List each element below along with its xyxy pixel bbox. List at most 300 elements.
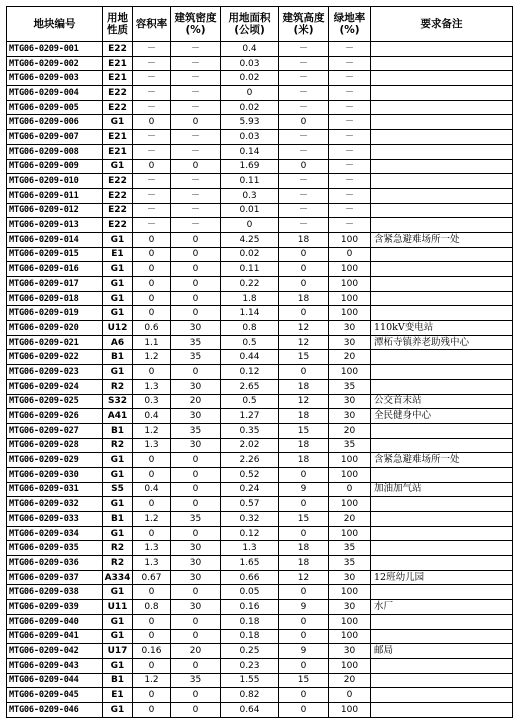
cell-building-height: － <box>279 71 329 86</box>
cell-land-area: 0.5 <box>221 335 279 350</box>
table-row <box>7 600 513 615</box>
cell-land-use: G1 <box>103 497 133 512</box>
cell-remarks <box>371 512 513 527</box>
cell-parcel-id: MTG06-0209-038 <box>7 585 103 600</box>
cell-land-area: 0.3 <box>221 188 279 203</box>
cell-green-ratio: 30 <box>329 394 371 409</box>
cell-land-use: G1 <box>103 526 133 541</box>
cell-land-area: 1.65 <box>221 556 279 571</box>
cell-building-height: － <box>279 218 329 233</box>
cell-building-density: － <box>171 86 221 101</box>
cell-land-area: 0.4 <box>221 42 279 57</box>
cell-remarks: 邮局 <box>371 644 513 659</box>
cell-building-density: 30 <box>171 600 221 615</box>
header-line: 性质 <box>107 24 128 36</box>
cell-plot-ratio: － <box>133 56 171 71</box>
cell-parcel-id: MTG06-0209-030 <box>7 467 103 482</box>
cell-parcel-id: MTG06-0209-046 <box>7 702 103 717</box>
header-line: 容积率 <box>135 18 168 30</box>
table-row <box>7 585 513 600</box>
land-parcel-table <box>6 6 513 718</box>
cell-building-height: 18 <box>279 379 329 394</box>
cell-remarks <box>371 100 513 115</box>
cell-land-use: E21 <box>103 144 133 159</box>
table-row <box>7 556 513 571</box>
cell-green-ratio: 20 <box>329 512 371 527</box>
cell-remarks: 12班幼儿园 <box>371 570 513 585</box>
table-row <box>7 203 513 218</box>
cell-land-use: U17 <box>103 644 133 659</box>
cell-building-height: 15 <box>279 350 329 365</box>
cell-land-use: E22 <box>103 203 133 218</box>
cell-green-ratio: － <box>329 56 371 71</box>
cell-plot-ratio: 0.16 <box>133 644 171 659</box>
cell-building-height: － <box>279 86 329 101</box>
cell-green-ratio: 30 <box>329 409 371 424</box>
cell-parcel-id: MTG06-0209-007 <box>7 130 103 145</box>
cell-land-area: 0.24 <box>221 482 279 497</box>
cell-remarks <box>371 585 513 600</box>
cell-building-density: 0 <box>171 482 221 497</box>
cell-remarks <box>371 614 513 629</box>
cell-green-ratio: 35 <box>329 379 371 394</box>
cell-land-area: 2.26 <box>221 453 279 468</box>
cell-building-height: 9 <box>279 482 329 497</box>
table-row <box>7 71 513 86</box>
cell-land-use: R2 <box>103 379 133 394</box>
cell-building-density: 0 <box>171 702 221 717</box>
cell-plot-ratio: 1.2 <box>133 350 171 365</box>
cell-parcel-id: MTG06-0209-013 <box>7 218 103 233</box>
cell-green-ratio: 30 <box>329 335 371 350</box>
cell-land-area: 5.93 <box>221 115 279 130</box>
cell-parcel-id: MTG06-0209-024 <box>7 379 103 394</box>
cell-building-height: － <box>279 56 329 71</box>
cell-land-area: 2.65 <box>221 379 279 394</box>
cell-building-density: 0 <box>171 658 221 673</box>
cell-remarks <box>371 86 513 101</box>
cell-land-use: B1 <box>103 673 133 688</box>
cell-land-use: G1 <box>103 614 133 629</box>
cell-plot-ratio: 0 <box>133 658 171 673</box>
cell-parcel-id: MTG06-0209-018 <box>7 291 103 306</box>
cell-building-height: － <box>279 188 329 203</box>
cell-green-ratio: 100 <box>329 365 371 380</box>
cell-green-ratio: － <box>329 100 371 115</box>
cell-building-density: － <box>171 100 221 115</box>
cell-parcel-id: MTG06-0209-005 <box>7 100 103 115</box>
cell-land-area: 0.02 <box>221 247 279 262</box>
cell-green-ratio: 35 <box>329 556 371 571</box>
cell-land-use: G1 <box>103 467 133 482</box>
cell-plot-ratio: 1.1 <box>133 335 171 350</box>
cell-building-density: 0 <box>171 688 221 703</box>
cell-plot-ratio: － <box>133 86 171 101</box>
cell-building-density: － <box>171 144 221 159</box>
table-row <box>7 482 513 497</box>
table-row <box>7 658 513 673</box>
cell-land-area: 0.22 <box>221 277 279 292</box>
table-row <box>7 570 513 585</box>
cell-green-ratio: 30 <box>329 644 371 659</box>
cell-parcel-id: MTG06-0209-025 <box>7 394 103 409</box>
table-row <box>7 644 513 659</box>
cell-building-density: 0 <box>171 453 221 468</box>
cell-green-ratio: 0 <box>329 482 371 497</box>
cell-parcel-id: MTG06-0209-021 <box>7 335 103 350</box>
cell-parcel-id: MTG06-0209-036 <box>7 556 103 571</box>
cell-remarks <box>371 541 513 556</box>
cell-building-density: － <box>171 218 221 233</box>
cell-building-density: 0 <box>171 159 221 174</box>
cell-land-use: E22 <box>103 42 133 57</box>
cell-land-area: 0.12 <box>221 365 279 380</box>
cell-plot-ratio: 0 <box>133 688 171 703</box>
cell-building-height: 0 <box>279 115 329 130</box>
cell-land-use: E21 <box>103 130 133 145</box>
table-row <box>7 350 513 365</box>
cell-building-height: 0 <box>279 629 329 644</box>
cell-building-density: 0 <box>171 467 221 482</box>
cell-land-use: E22 <box>103 174 133 189</box>
cell-land-use: G1 <box>103 365 133 380</box>
cell-land-area: 0.64 <box>221 702 279 717</box>
cell-remarks <box>371 365 513 380</box>
cell-land-use: E22 <box>103 188 133 203</box>
cell-building-height: － <box>279 174 329 189</box>
cell-green-ratio: 100 <box>329 262 371 277</box>
cell-remarks <box>371 247 513 262</box>
header-line: 绿地率 <box>333 12 366 24</box>
cell-building-density: － <box>171 71 221 86</box>
cell-plot-ratio: 0 <box>133 629 171 644</box>
cell-land-area: 0.44 <box>221 350 279 365</box>
cell-building-height: － <box>279 100 329 115</box>
cell-green-ratio: － <box>329 218 371 233</box>
cell-parcel-id: MTG06-0209-009 <box>7 159 103 174</box>
cell-green-ratio: 100 <box>329 497 371 512</box>
cell-plot-ratio: 0 <box>133 232 171 247</box>
cell-green-ratio: 100 <box>329 291 371 306</box>
cell-building-height: 12 <box>279 570 329 585</box>
cell-remarks <box>371 159 513 174</box>
cell-land-use: G1 <box>103 702 133 717</box>
table-row <box>7 42 513 57</box>
cell-building-density: 35 <box>171 350 221 365</box>
cell-building-height: 0 <box>279 467 329 482</box>
table-header <box>7 7 513 42</box>
cell-green-ratio: 20 <box>329 350 371 365</box>
cell-parcel-id: MTG06-0209-028 <box>7 438 103 453</box>
cell-land-area: 4.25 <box>221 232 279 247</box>
cell-building-height: 12 <box>279 335 329 350</box>
cell-remarks <box>371 306 513 321</box>
cell-plot-ratio: 1.3 <box>133 541 171 556</box>
cell-land-area: 1.14 <box>221 306 279 321</box>
cell-green-ratio: 30 <box>329 600 371 615</box>
cell-land-area: 0.18 <box>221 614 279 629</box>
cell-parcel-id: MTG06-0209-019 <box>7 306 103 321</box>
cell-land-use: G1 <box>103 585 133 600</box>
cell-building-height: 0 <box>279 585 329 600</box>
cell-land-use: G1 <box>103 115 133 130</box>
cell-land-area: 0.52 <box>221 467 279 482</box>
cell-building-density: 0 <box>171 306 221 321</box>
cell-parcel-id: MTG06-0209-016 <box>7 262 103 277</box>
cell-land-area: 1.3 <box>221 541 279 556</box>
cell-building-height: 15 <box>279 512 329 527</box>
cell-building-height: 15 <box>279 423 329 438</box>
cell-remarks <box>371 556 513 571</box>
cell-parcel-id: MTG06-0209-003 <box>7 71 103 86</box>
cell-parcel-id: MTG06-0209-004 <box>7 86 103 101</box>
header-land-use <box>103 7 133 42</box>
cell-land-use: E21 <box>103 71 133 86</box>
cell-land-area: 0.5 <box>221 394 279 409</box>
cell-plot-ratio: 0 <box>133 453 171 468</box>
cell-plot-ratio: 0 <box>133 115 171 130</box>
cell-land-area: 0.11 <box>221 262 279 277</box>
cell-building-height: 18 <box>279 291 329 306</box>
table-row <box>7 277 513 292</box>
header-building-density <box>171 7 221 42</box>
cell-plot-ratio: 1.3 <box>133 379 171 394</box>
header-parcel-id <box>7 7 103 42</box>
cell-building-density: 20 <box>171 394 221 409</box>
cell-land-use: G1 <box>103 306 133 321</box>
cell-land-use: E22 <box>103 100 133 115</box>
cell-remarks <box>371 673 513 688</box>
cell-parcel-id: MTG06-0209-031 <box>7 482 103 497</box>
table-row <box>7 394 513 409</box>
cell-plot-ratio: 0 <box>133 614 171 629</box>
cell-land-use: E1 <box>103 688 133 703</box>
cell-building-height: 18 <box>279 409 329 424</box>
cell-land-use: S5 <box>103 482 133 497</box>
table-row <box>7 247 513 262</box>
table-row <box>7 512 513 527</box>
cell-green-ratio: 100 <box>329 232 371 247</box>
cell-land-area: 1.55 <box>221 673 279 688</box>
cell-land-use: G1 <box>103 277 133 292</box>
cell-land-use: R2 <box>103 541 133 556</box>
cell-land-area: 1.27 <box>221 409 279 424</box>
cell-building-height: 12 <box>279 321 329 336</box>
cell-remarks <box>371 379 513 394</box>
table-row <box>7 673 513 688</box>
cell-plot-ratio: 1.2 <box>133 512 171 527</box>
cell-green-ratio: 30 <box>329 570 371 585</box>
header-line: 用地面积 <box>228 12 271 24</box>
cell-building-density: 0 <box>171 291 221 306</box>
cell-building-density: 20 <box>171 644 221 659</box>
header-line: (%) <box>339 24 360 36</box>
cell-parcel-id: MTG06-0209-014 <box>7 232 103 247</box>
header-remarks <box>371 7 513 42</box>
table-row <box>7 629 513 644</box>
cell-building-density: 35 <box>171 512 221 527</box>
header-line: (%) <box>185 24 206 36</box>
cell-green-ratio: － <box>329 71 371 86</box>
table-row <box>7 159 513 174</box>
cell-parcel-id: MTG06-0209-034 <box>7 526 103 541</box>
cell-remarks <box>371 218 513 233</box>
cell-building-height: 0 <box>279 365 329 380</box>
cell-plot-ratio: 1.3 <box>133 438 171 453</box>
cell-land-use: G1 <box>103 453 133 468</box>
cell-remarks: 潭柘寺镇养老助残中心 <box>371 335 513 350</box>
cell-plot-ratio: － <box>133 144 171 159</box>
cell-building-height: 18 <box>279 453 329 468</box>
cell-land-area: 0.03 <box>221 56 279 71</box>
cell-green-ratio: 100 <box>329 614 371 629</box>
cell-green-ratio: 30 <box>329 321 371 336</box>
cell-land-use: G1 <box>103 232 133 247</box>
table-row <box>7 526 513 541</box>
table-row <box>7 174 513 189</box>
cell-green-ratio: － <box>329 130 371 145</box>
cell-building-height: 0 <box>279 702 329 717</box>
table-row <box>7 188 513 203</box>
cell-building-density: 35 <box>171 673 221 688</box>
cell-building-height: 0 <box>279 526 329 541</box>
cell-building-density: － <box>171 130 221 145</box>
table-row <box>7 423 513 438</box>
cell-land-use: G1 <box>103 262 133 277</box>
cell-building-height: 0 <box>279 159 329 174</box>
cell-plot-ratio: 0.3 <box>133 394 171 409</box>
table-row <box>7 614 513 629</box>
cell-remarks <box>371 71 513 86</box>
cell-building-density: － <box>171 203 221 218</box>
cell-building-height: 9 <box>279 644 329 659</box>
cell-plot-ratio: 0.8 <box>133 600 171 615</box>
cell-land-use: A41 <box>103 409 133 424</box>
cell-parcel-id: MTG06-0209-023 <box>7 365 103 380</box>
table-row <box>7 218 513 233</box>
cell-green-ratio: － <box>329 86 371 101</box>
cell-land-area: 0.18 <box>221 629 279 644</box>
cell-land-use: E22 <box>103 218 133 233</box>
cell-land-area: 0.02 <box>221 71 279 86</box>
cell-building-height: － <box>279 203 329 218</box>
cell-parcel-id: MTG06-0209-026 <box>7 409 103 424</box>
cell-land-use: E1 <box>103 247 133 262</box>
cell-remarks: 含紧急避难场所一处 <box>371 232 513 247</box>
cell-parcel-id: MTG06-0209-043 <box>7 658 103 673</box>
table-row <box>7 335 513 350</box>
cell-land-use: A6 <box>103 335 133 350</box>
cell-parcel-id: MTG06-0209-045 <box>7 688 103 703</box>
cell-building-density: 30 <box>171 556 221 571</box>
cell-land-use: G1 <box>103 629 133 644</box>
cell-parcel-id: MTG06-0209-001 <box>7 42 103 57</box>
cell-remarks <box>371 130 513 145</box>
header-line: 建筑密度 <box>174 12 217 24</box>
cell-remarks <box>371 144 513 159</box>
cell-green-ratio: 0 <box>329 247 371 262</box>
cell-plot-ratio: － <box>133 130 171 145</box>
cell-parcel-id: MTG06-0209-029 <box>7 453 103 468</box>
cell-building-density: 30 <box>171 541 221 556</box>
cell-plot-ratio: 0 <box>133 159 171 174</box>
cell-building-density: 30 <box>171 379 221 394</box>
header-line: 要求备注 <box>420 18 463 30</box>
table-row <box>7 115 513 130</box>
cell-plot-ratio: 0 <box>133 585 171 600</box>
cell-land-area: 0 <box>221 218 279 233</box>
table-row <box>7 497 513 512</box>
cell-remarks <box>371 350 513 365</box>
header-building-height <box>279 7 329 42</box>
cell-land-area: 0.05 <box>221 585 279 600</box>
cell-parcel-id: MTG06-0209-032 <box>7 497 103 512</box>
table-row <box>7 262 513 277</box>
cell-land-area: 1.8 <box>221 291 279 306</box>
cell-building-density: 0 <box>171 277 221 292</box>
cell-plot-ratio: 0 <box>133 526 171 541</box>
cell-land-area: 0.66 <box>221 570 279 585</box>
cell-building-height: 18 <box>279 541 329 556</box>
header-line: 建筑高度 <box>282 12 325 24</box>
cell-remarks: 加油加气站 <box>371 482 513 497</box>
cell-parcel-id: MTG06-0209-017 <box>7 277 103 292</box>
cell-green-ratio: 100 <box>329 453 371 468</box>
cell-parcel-id: MTG06-0209-015 <box>7 247 103 262</box>
cell-plot-ratio: 1.3 <box>133 556 171 571</box>
cell-parcel-id: MTG06-0209-027 <box>7 423 103 438</box>
cell-remarks <box>371 277 513 292</box>
cell-building-density: 0 <box>171 585 221 600</box>
table-row <box>7 467 513 482</box>
cell-building-density: 0 <box>171 614 221 629</box>
cell-land-use: E22 <box>103 86 133 101</box>
cell-plot-ratio: － <box>133 203 171 218</box>
cell-building-height: 0 <box>279 688 329 703</box>
cell-building-height: 0 <box>279 658 329 673</box>
cell-land-use: E21 <box>103 56 133 71</box>
cell-land-area: 0.25 <box>221 644 279 659</box>
cell-green-ratio: － <box>329 203 371 218</box>
cell-green-ratio: 100 <box>329 658 371 673</box>
table-row <box>7 365 513 380</box>
cell-remarks <box>371 497 513 512</box>
cell-parcel-id: MTG06-0209-006 <box>7 115 103 130</box>
cell-land-area: 0.23 <box>221 658 279 673</box>
cell-parcel-id: MTG06-0209-037 <box>7 570 103 585</box>
cell-green-ratio: 35 <box>329 541 371 556</box>
cell-parcel-id: MTG06-0209-002 <box>7 56 103 71</box>
cell-remarks <box>371 438 513 453</box>
cell-parcel-id: MTG06-0209-022 <box>7 350 103 365</box>
cell-plot-ratio: 0.6 <box>133 321 171 336</box>
cell-building-density: 30 <box>171 570 221 585</box>
cell-remarks <box>371 467 513 482</box>
cell-green-ratio: 100 <box>329 702 371 717</box>
cell-plot-ratio: － <box>133 100 171 115</box>
cell-building-height: 9 <box>279 600 329 615</box>
cell-plot-ratio: 1.2 <box>133 673 171 688</box>
cell-plot-ratio: 0 <box>133 262 171 277</box>
cell-building-height: － <box>279 130 329 145</box>
table-row <box>7 306 513 321</box>
cell-land-area: 1.69 <box>221 159 279 174</box>
cell-building-density: 30 <box>171 409 221 424</box>
cell-green-ratio: 100 <box>329 277 371 292</box>
header-row <box>7 7 513 42</box>
cell-land-use: B1 <box>103 350 133 365</box>
cell-remarks <box>371 203 513 218</box>
